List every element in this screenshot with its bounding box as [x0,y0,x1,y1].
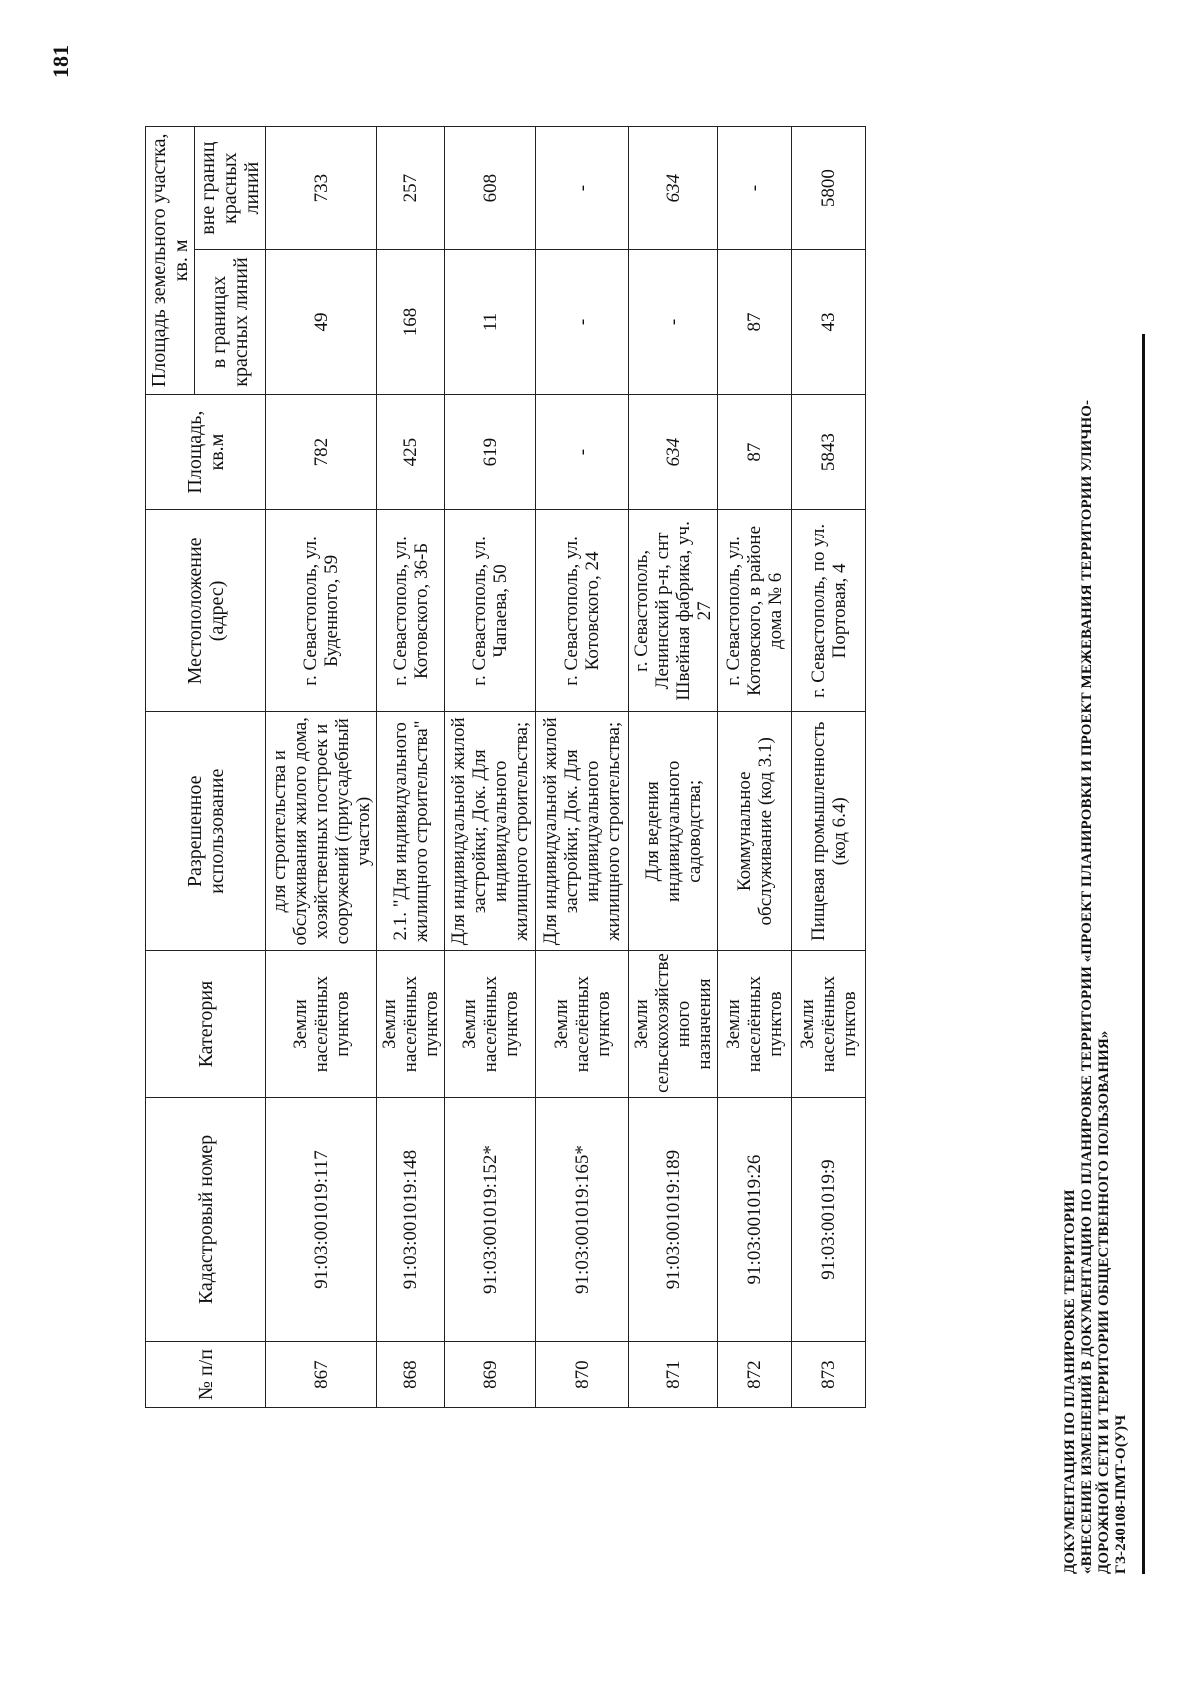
cell-outside-red: 733 [266,127,377,250]
cell-location: г. Севастополь, ул. Буденного, 59 [266,510,377,712]
col-header-area: Площадь, кв.м [146,394,266,510]
table-row [445,127,536,1408]
cell-num: 872 [718,1342,792,1408]
cell-area: 634 [629,394,718,510]
page-number: 181 [48,45,73,78]
cell-area: 425 [377,394,445,510]
cell-num: 870 [536,1342,629,1408]
cell-within-red: - [629,250,718,394]
cell-location: г. Севастополь, Ленинский р-н, снт Швейная фабрика, уч. 27 [629,510,718,712]
table-row [718,127,792,1408]
cell-area: 87 [718,394,792,510]
col-header-num: № п/п [146,1342,266,1408]
cell-outside-red: 5800 [792,127,866,250]
cell-location: г. Севастополь, по ул. Портовая, 4 [792,510,866,712]
cell-category: Земли населённых пунктов [445,951,536,1098]
table-header-row [146,127,195,1408]
cell-within-red: 43 [792,250,866,394]
cell-category: Земли населённых пунктов [377,951,445,1098]
cell-cadastral: 91:03:001019:26 [718,1097,792,1341]
cell-num: 869 [445,1342,536,1408]
cell-location: г. Севастополь, ул. Котовского, 36-Б [377,510,445,712]
cell-area: 619 [445,394,536,510]
cell-permitted-use: Пищевая промышленность (код 6.4) [792,712,866,951]
cell-category: Земли населённых пунктов [718,951,792,1098]
table-row [377,127,445,1408]
table-row [792,127,866,1408]
cell-location: г. Севастополь, ул. Чапаева, 50 [445,510,536,712]
cell-num: 867 [266,1342,377,1408]
header-line-4: ГЗ-240108-ПМТ-О(У)Ч [1113,1414,1129,1574]
cell-within-red: 49 [266,250,377,394]
cell-outside-red: 257 [377,127,445,250]
cell-num: 873 [792,1342,866,1408]
cell-outside-red: 608 [445,127,536,250]
header-line-2: «ВНЕСЕНИЕ ИЗМЕНЕНИЙ В ДОКУМЕНТАЦИЮ ПО ПЛАНИРОВКЕ ТЕРРИТОРИИ «ПРОЕКТ ПЛАНИРОВКИ И ПРОЕКТ МЕЖЕВАНИЯ ТЕРРИТОРИИ УЛИЧНО- [1079,399,1095,1574]
col-header-within-red: в границах красных линий [195,250,266,394]
cell-permitted-use: Для индивидуальной жилой застройки; Док. Для индивидуального жилищного строительства; [445,712,536,951]
document-header [1062,399,1130,1574]
cell-permitted-use: 2.1. "Для индивидуального жилищного строительства" [377,712,445,951]
cell-within-red: 11 [445,250,536,394]
cell-category: Земли населённых пунктов [266,951,377,1098]
cell-permitted-use: для строительства и обслуживания жилого дома, хозяйственных построек и сооружений (приусадебный участок) [266,712,377,951]
land-parcels-table [145,126,866,1408]
table-row [536,127,629,1408]
cell-cadastral: 91:03:001019:152* [445,1097,536,1341]
cell-area: - [536,394,629,510]
cell-within-red: 168 [377,250,445,394]
cell-num: 868 [377,1342,445,1408]
col-header-cadastral: Кадастровый номер [146,1097,266,1341]
cell-location: г. Севастополь, ул. Котовского, в районе дома № 6 [718,510,792,712]
cell-cadastral: 91:03:001019:117 [266,1097,377,1341]
cell-permitted-use: Для индивидуальной жилой застройки; Док. Для индивидуального жилищного строительства; [536,712,629,951]
cell-outside-red: - [718,127,792,250]
table-row [266,127,377,1408]
col-header-category: Категория [146,951,266,1098]
cell-cadastral: 91:03:001019:9 [792,1097,866,1341]
cell-within-red: - [536,250,629,394]
cell-cadastral: 91:03:001019:148 [377,1097,445,1341]
cell-area: 5843 [792,394,866,510]
cell-num: 871 [629,1342,718,1408]
cell-area: 782 [266,394,377,510]
cell-location: г. Севастополь, ул. Котовского, 24 [536,510,629,712]
col-header-parcel-area: Площадь земельного участка, кв. м [146,127,195,395]
header-divider [1142,334,1145,1574]
cell-cadastral: 91:03:001019:165* [536,1097,629,1341]
header-line-3: ДОРОЖНОЙ СЕТИ И ТЕРРИТОРИИ ОБЩЕСТВЕННОГО ПОЛЬЗОВАНИЯ» [1096,1030,1112,1574]
col-header-outside-red: вне границ красных линий [195,127,266,250]
cell-outside-red: 634 [629,127,718,250]
cell-permitted-use: Для ведения индивидуального садоводства; [629,712,718,951]
cell-within-red: 87 [718,250,792,394]
col-header-location: Местоположение (адрес) [146,510,266,712]
col-header-permitted-use: Разрешенное использование [146,712,266,951]
cell-category: Земли населённых пунктов [536,951,629,1098]
cell-outside-red: - [536,127,629,250]
cell-permitted-use: Коммунальное обслуживание (код 3.1) [718,712,792,951]
cell-category: Земли населённых пунктов [792,951,866,1098]
cell-category: Земли сельскохозяйстве нного назначения [629,951,718,1098]
table-row [629,127,718,1408]
cell-cadastral: 91:03:001019:189 [629,1097,718,1341]
header-line-1: ДОКУМЕНТАЦИЯ ПО ПЛАНИРОВКЕ ТЕРРИТОРИИ [1062,1189,1078,1574]
